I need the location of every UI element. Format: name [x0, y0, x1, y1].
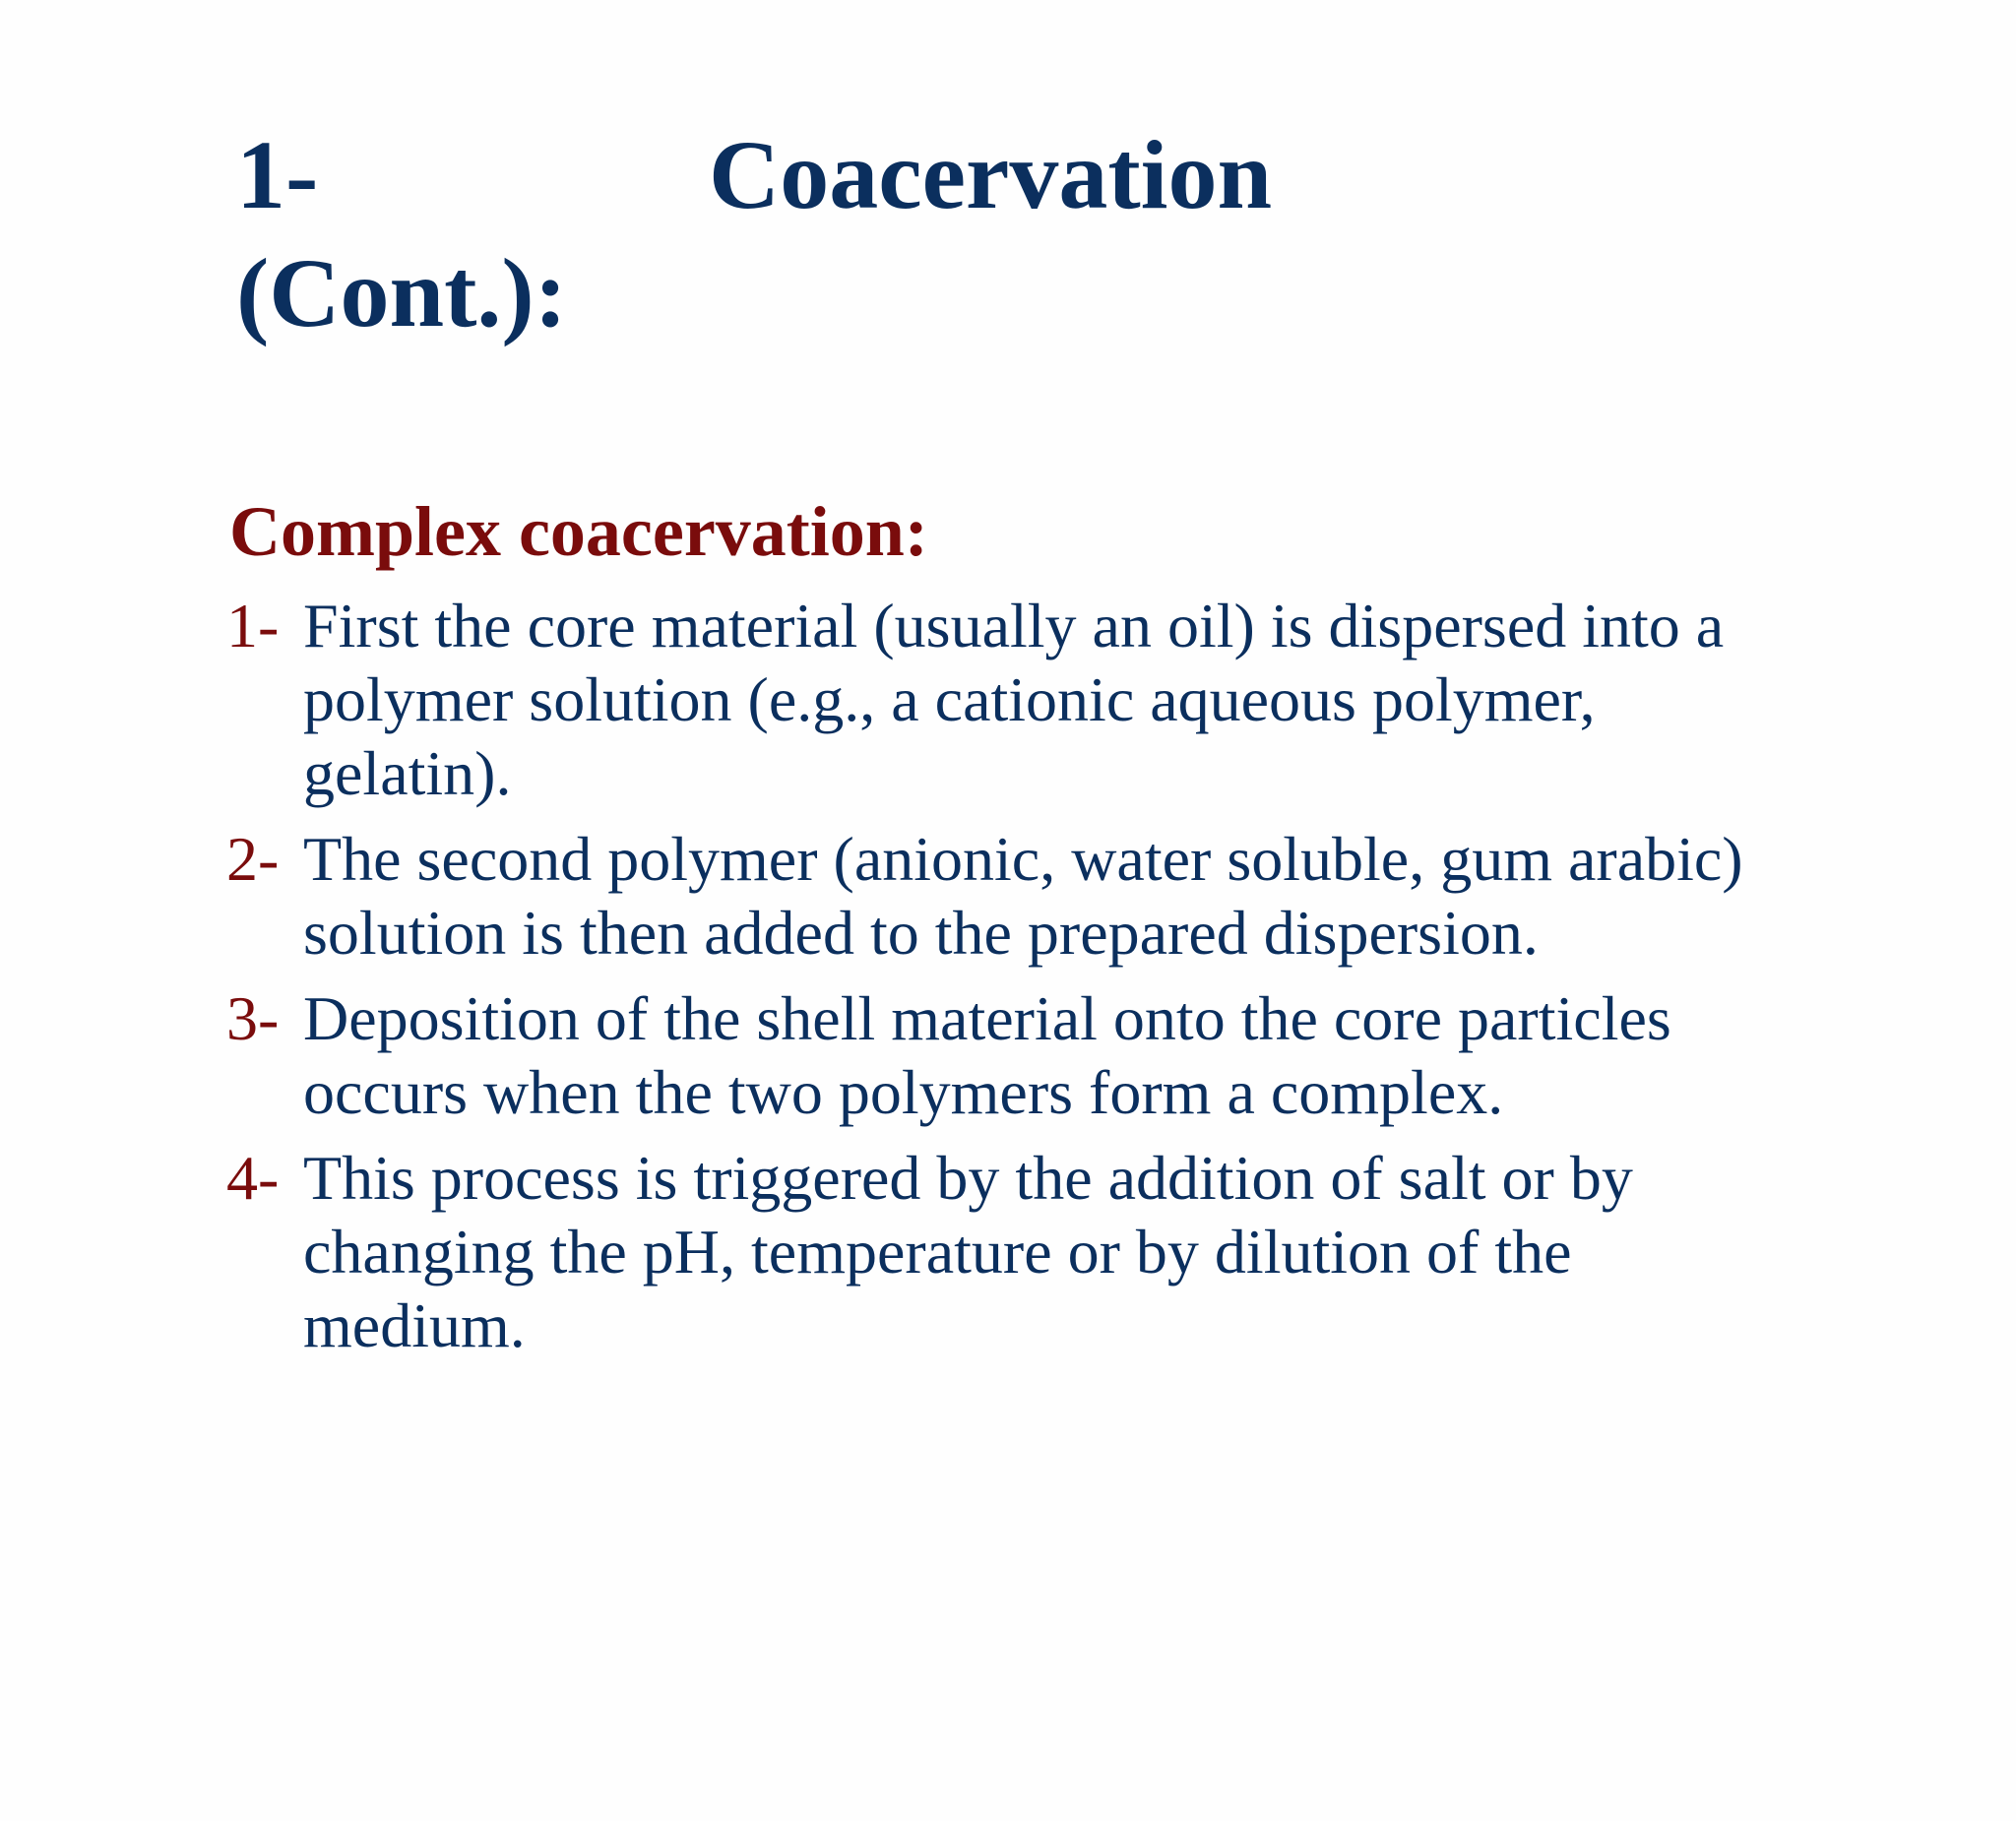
title-number: 1- [236, 120, 319, 229]
item-number: 2- [226, 824, 280, 894]
list-item [226, 981, 1801, 1129]
list-item [226, 1141, 1801, 1362]
item-text: Deposition of the shell material onto the core particles occurs when the two polymers form a complex. [303, 983, 1671, 1127]
item-text: This process is triggered by the addition of salt or by changing the pH, temperature or by dilution of the medium. [303, 1143, 1633, 1360]
page-title [236, 116, 1319, 352]
title-word: Coacervation [709, 120, 1273, 229]
item-text: The second polymer (anionic, water soluble, gum arabic) solution is then added to the prepared dispersion. [303, 824, 1743, 968]
list-item [226, 589, 1801, 810]
item-text: First the core material (usually an oil) is dispersed into a polymer solution (e.g., a cationic aqueous polymer, gelatin). [303, 591, 1725, 808]
item-number: 1- [226, 591, 280, 660]
item-number: 4- [226, 1143, 280, 1213]
title-line-1 [236, 116, 1319, 234]
item-number: 3- [226, 983, 280, 1053]
section-subtitle: Complex coacervation: [229, 492, 928, 571]
title-cont: (Cont.): [236, 238, 568, 347]
list-item [226, 822, 1801, 970]
steps-list [226, 589, 1801, 1374]
